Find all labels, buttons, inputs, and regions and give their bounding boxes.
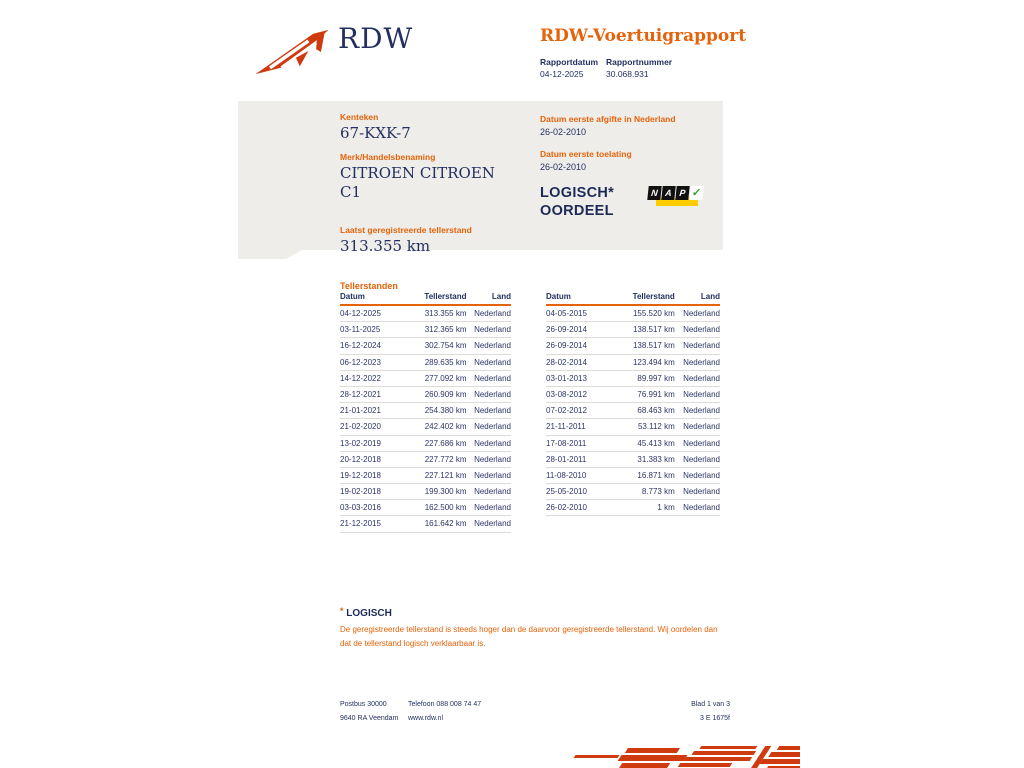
- table-cell: 25-05-2010: [546, 484, 616, 500]
- table-row: [546, 484, 720, 500]
- table-cell: 89.997 km: [616, 370, 675, 386]
- table-cell: 45.413 km: [616, 435, 675, 451]
- report-title: RDW-Voertuigrapport: [540, 26, 747, 46]
- bottom-stripes-graphic: [538, 741, 800, 768]
- nap-letter-a: A: [661, 186, 675, 200]
- table-cell: 14-12-2022: [340, 370, 408, 386]
- table-cell: 26-02-2010: [546, 500, 616, 516]
- table-cell: 227.686 km: [408, 435, 466, 451]
- table-cell: Nederland: [675, 484, 720, 500]
- table-cell: 03-03-2016: [340, 500, 408, 516]
- table-cell: 04-12-2025: [340, 305, 408, 322]
- table-row: [340, 500, 511, 516]
- footnote-line-2: dat de tellerstand logisch verklaarbaar is.: [340, 639, 486, 648]
- table-row: [340, 386, 511, 402]
- table-row: [546, 451, 720, 467]
- table-cell: 227.121 km: [408, 467, 466, 483]
- table-row: [340, 467, 511, 483]
- table-cell: 242.402 km: [408, 419, 466, 435]
- table-cell: Nederland: [675, 386, 720, 402]
- footnote-line-1: De geregistreerde tellerstand is steeds hoger dan de daarvoor geregistreerde tellerstand. Wij oordelen dan: [340, 625, 718, 634]
- rdw-feather-icon: [253, 26, 335, 76]
- table-cell: Nederland: [675, 403, 720, 419]
- table-row: [340, 451, 511, 467]
- table-row: [546, 435, 720, 451]
- footnote-asterisk: *: [340, 606, 344, 616]
- table-cell: 19-12-2018: [340, 467, 408, 483]
- afgifte-label: Datum eerste afgifte in Nederland: [540, 114, 676, 124]
- table-cell: 313.355 km: [408, 305, 466, 322]
- toelating-label: Datum eerste toelating: [540, 149, 632, 159]
- logisch-footnote: [340, 606, 740, 651]
- table-cell: 155.520 km: [616, 305, 675, 322]
- footer-address-line1: Postbus 30000: [340, 701, 387, 708]
- table-cell: 03-01-2013: [546, 370, 616, 386]
- tellerstanden-title: Tellerstanden: [340, 281, 398, 291]
- table-cell: 161.642 km: [408, 516, 466, 532]
- table-cell: 17-08-2011: [546, 435, 616, 451]
- table-cell: 254.380 km: [408, 403, 466, 419]
- table-cell: 16.871 km: [616, 467, 675, 483]
- table-cell: 123.494 km: [616, 354, 675, 370]
- table-row: [546, 354, 720, 370]
- nap-letter-n: N: [647, 186, 661, 200]
- table-cell: 302.754 km: [408, 338, 466, 354]
- table-row: [546, 386, 720, 402]
- table-cell: Nederland: [467, 354, 511, 370]
- table-row: [340, 354, 511, 370]
- table-header-row: [546, 292, 720, 305]
- table-cell: Nederland: [675, 322, 720, 338]
- table-cell: Nederland: [675, 451, 720, 467]
- table-cell: 16-12-2024: [340, 338, 408, 354]
- table-cell: 21-11-2011: [546, 419, 616, 435]
- table-cell: 53.112 km: [616, 419, 675, 435]
- footnote-heading: * LOGISCH: [340, 606, 392, 619]
- table-cell: Nederland: [675, 500, 720, 516]
- table-cell: 68.463 km: [616, 403, 675, 419]
- table-row: [340, 338, 511, 354]
- col-datum: Datum: [340, 292, 408, 305]
- table-cell: 312.365 km: [408, 322, 466, 338]
- table-cell: Nederland: [467, 451, 511, 467]
- footer-address-line2: 9640 RA Veendam: [340, 715, 399, 722]
- nap-letter-p: P: [675, 186, 689, 200]
- table-cell: Nederland: [467, 467, 511, 483]
- merk-value: CITROEN CITROEN C1: [340, 164, 495, 201]
- merk-label: Merk/Handelsbenaming: [340, 152, 436, 162]
- table-row: [340, 484, 511, 500]
- table-cell: Nederland: [675, 419, 720, 435]
- kenteken-label: Kenteken: [340, 112, 379, 122]
- table-cell: 03-08-2012: [546, 386, 616, 402]
- table-row: [546, 419, 720, 435]
- table-row: [546, 403, 720, 419]
- table-cell: 8.773 km: [616, 484, 675, 500]
- table-cell: 13-02-2019: [340, 435, 408, 451]
- report-date-label: Rapportdatum: [540, 57, 599, 67]
- footer-website: www.rdw.nl: [408, 715, 444, 722]
- table-row: [340, 370, 511, 386]
- table-row: [546, 467, 720, 483]
- table-cell: 19-02-2018: [340, 484, 408, 500]
- odometer-table-left: [340, 292, 511, 533]
- table-header-row: [340, 292, 511, 305]
- toelating-value: 26-02-2010: [540, 162, 587, 172]
- col-tellerstand: Tellerstand: [616, 292, 675, 305]
- table-cell: Nederland: [467, 338, 511, 354]
- table-cell: 11-08-2010: [546, 467, 616, 483]
- footer-page-number: Blad 1 van 3: [691, 701, 730, 708]
- table-cell: 199.300 km: [408, 484, 466, 500]
- table-cell: Nederland: [675, 370, 720, 386]
- table-row: [340, 435, 511, 451]
- laatste-tellerstand-value: 313.355 km: [340, 237, 431, 255]
- odometer-table-right: [546, 292, 720, 516]
- table-row: [340, 419, 511, 435]
- table-cell: Nederland: [467, 370, 511, 386]
- table-cell: Nederland: [467, 500, 511, 516]
- col-tellerstand: Tellerstand: [408, 292, 466, 305]
- table-cell: Nederland: [467, 516, 511, 532]
- table-cell: Nederland: [467, 484, 511, 500]
- table-cell: Nederland: [675, 338, 720, 354]
- table-cell: 227.772 km: [408, 451, 466, 467]
- table-cell: 21-12-2015: [340, 516, 408, 532]
- table-row: [340, 322, 511, 338]
- table-cell: Nederland: [675, 354, 720, 370]
- table-cell: Nederland: [467, 322, 511, 338]
- table-cell: 76.991 km: [616, 386, 675, 402]
- panel-corner-tab: [238, 250, 302, 259]
- table-cell: 04-05-2015: [546, 305, 616, 322]
- report-number-label: Rapportnummer: [606, 57, 673, 67]
- table-cell: 21-02-2020: [340, 419, 408, 435]
- col-land: Land: [675, 292, 720, 305]
- table-row: [340, 516, 511, 532]
- table-cell: Nederland: [467, 305, 511, 322]
- table-cell: 138.517 km: [616, 338, 675, 354]
- report-date-value: 04-12-2025: [540, 69, 584, 79]
- table-cell: Nederland: [675, 467, 720, 483]
- table-cell: Nederland: [467, 435, 511, 451]
- table-cell: Nederland: [467, 419, 511, 435]
- table-row: [546, 305, 720, 322]
- footer-phone: Telefoon 088 008 74 47: [408, 701, 482, 708]
- laatste-tellerstand-label: Laatst geregistreerde tellerstand: [340, 225, 472, 235]
- report-number-value: 30.068.931: [606, 69, 649, 79]
- table-row: [340, 403, 511, 419]
- table-cell: 1 km: [616, 500, 675, 516]
- nap-checkmark-icon: ✓: [691, 187, 702, 199]
- table-cell: 07-02-2012: [546, 403, 616, 419]
- col-land: Land: [467, 292, 511, 305]
- col-datum: Datum: [546, 292, 616, 305]
- table-row: [546, 322, 720, 338]
- table-cell: 277.092 km: [408, 370, 466, 386]
- table-cell: 26-09-2014: [546, 322, 616, 338]
- table-cell: Nederland: [675, 435, 720, 451]
- table-row: [546, 338, 720, 354]
- table-cell: 28-01-2011: [546, 451, 616, 467]
- table-cell: 06-12-2023: [340, 354, 408, 370]
- table-cell: Nederland: [467, 386, 511, 402]
- nap-logo: [648, 186, 700, 210]
- table-cell: 162.500 km: [408, 500, 466, 516]
- table-cell: 31.383 km: [616, 451, 675, 467]
- table-cell: 138.517 km: [616, 322, 675, 338]
- vehicle-summary-panel: [238, 101, 723, 255]
- table-cell: 260.909 km: [408, 386, 466, 402]
- table-cell: Nederland: [675, 305, 720, 322]
- table-cell: 28-02-2014: [546, 354, 616, 370]
- table-row: [546, 500, 720, 516]
- afgifte-value: 26-02-2010: [540, 127, 587, 137]
- oordeel-text: LOGISCH* OORDEEL: [540, 185, 615, 219]
- footer-form-code: 3 E 1675f: [700, 715, 730, 722]
- table-cell: Nederland: [467, 403, 511, 419]
- table-cell: 21-01-2021: [340, 403, 408, 419]
- table-row: [546, 370, 720, 386]
- table-cell: 289.635 km: [408, 354, 466, 370]
- table-cell: 26-09-2014: [546, 338, 616, 354]
- table-cell: 20-12-2018: [340, 451, 408, 467]
- table-cell: 28-12-2021: [340, 386, 408, 402]
- rdw-logo-text: RDW: [338, 22, 414, 55]
- kenteken-value: 67-KXK-7: [340, 124, 411, 142]
- table-cell: 03-11-2025: [340, 322, 408, 338]
- table-row: [340, 305, 511, 322]
